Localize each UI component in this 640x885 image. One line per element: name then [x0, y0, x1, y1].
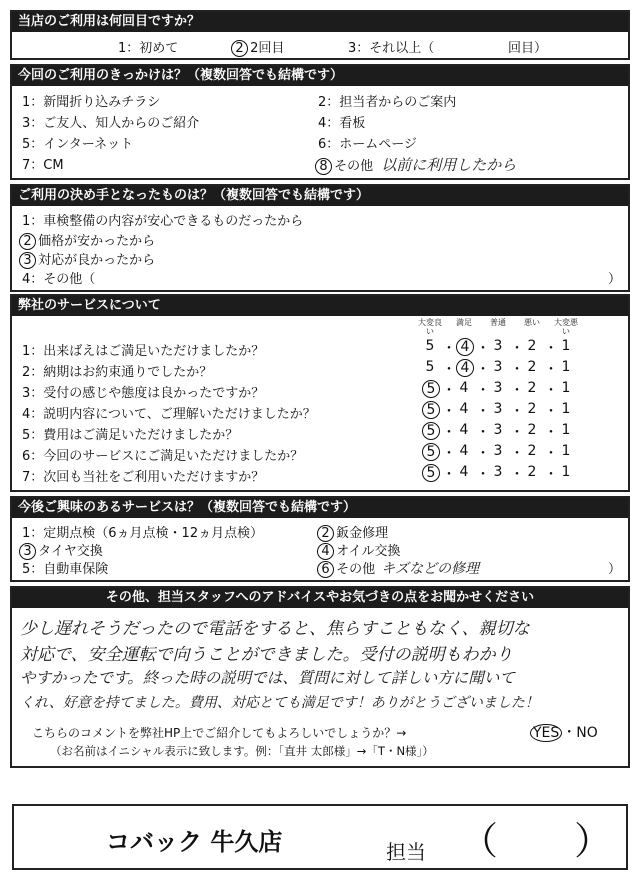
rating-dot: ・: [476, 341, 490, 357]
store-name: コバック 牛久店: [106, 828, 283, 856]
option-more-end: 回目）: [508, 41, 548, 56]
selected-circle: 6: [317, 561, 334, 578]
separator: ・: [562, 725, 577, 741]
rating-option-3[interactable]: 3: [493, 359, 503, 375]
rating-question: 6：今回のサービスにご満足いただけましたか？: [22, 449, 304, 464]
option-more: 3：それ以上（: [348, 41, 435, 56]
rating-dot: ・: [510, 341, 524, 357]
interest-label: その他: [336, 562, 376, 577]
trigger-item-other[interactable]: [318, 154, 516, 175]
rating-option-1[interactable]: 1: [561, 464, 571, 480]
rating-dot: ・: [510, 383, 524, 399]
rating-option-4[interactable]: 4: [459, 422, 469, 438]
rating-dot: ・: [510, 467, 524, 483]
rating-option-3[interactable]: 3: [493, 443, 503, 459]
comment-line: 少し遅れそうだったので電話をすると、焦らすこともなく、親切な: [20, 619, 530, 639]
rating-option-3[interactable]: 3: [493, 380, 503, 396]
rating-dot: ・: [476, 404, 490, 420]
col-header: 普通: [490, 318, 506, 327]
factor-item-price[interactable]: [22, 230, 155, 250]
rating-option-5[interactable]: 5: [422, 422, 440, 440]
section-title: 今後ご興味のあるサービスは？（複数回答でも結構です）: [12, 498, 628, 518]
rating-question: 1：出来ばえはご満足いただけましたか？: [22, 344, 265, 359]
selected-circle: 2: [317, 525, 334, 542]
rating-option-2[interactable]: 2: [527, 443, 537, 459]
section-trigger: [10, 64, 630, 180]
interest-label: 鈑金修理: [336, 526, 389, 541]
rating-option-1[interactable]: 1: [561, 359, 571, 375]
rating-question: 2：納期はお約束通りでしたか？: [22, 365, 213, 380]
rating-dot: ・: [544, 467, 558, 483]
rating-dot: ・: [544, 341, 558, 357]
rating-option-4[interactable]: 4: [456, 338, 474, 356]
interest-item[interactable]: 5：自動車保険: [22, 562, 109, 577]
rating-option-5[interactable]: 5: [425, 359, 435, 375]
rating-option-1[interactable]: 1: [561, 338, 571, 354]
rating-dot: ・: [442, 404, 456, 420]
rating-dot: ・: [442, 467, 456, 483]
trigger-item[interactable]: 4：看板: [318, 116, 366, 131]
factor-label: 価格が安かったから: [38, 234, 156, 249]
rating-option-2[interactable]: 2: [527, 338, 537, 354]
rating-dot: ・: [442, 362, 456, 378]
factor-item-other[interactable]: 4：その他（: [22, 272, 96, 287]
yes-option[interactable]: YES: [530, 724, 562, 742]
rating-option-4[interactable]: 4: [456, 359, 474, 377]
rating-option-1[interactable]: 1: [561, 443, 571, 459]
section-title: 弊社のサービスについて: [12, 296, 628, 316]
interest-item-oil[interactable]: [320, 540, 401, 560]
trigger-item[interactable]: 2：担当者からのご案内: [318, 95, 457, 110]
rating-option-2[interactable]: 2: [527, 359, 537, 375]
col-header: 悪い: [524, 318, 540, 327]
consent-text: こちらのコメントを弊社HP上でご紹介してもよろしいでしょうか？→: [32, 726, 407, 740]
rating-option-2[interactable]: 2: [527, 380, 537, 396]
option-label: 2回目: [250, 41, 285, 56]
section-deciding-factor: [10, 184, 630, 292]
rating-dot: ・: [476, 383, 490, 399]
section-title: 当店のご利用は何回目ですか？: [12, 12, 628, 32]
rating-question: 5：費用はご満足いただけましたか？: [22, 428, 239, 443]
rating-option-4[interactable]: 4: [459, 443, 469, 459]
consent-choice: [530, 722, 598, 742]
rating-option-5[interactable]: 5: [422, 443, 440, 461]
section-title: 今回のご利用のきっかけは？（複数回答でも結構です）: [12, 66, 628, 86]
rating-dot: ・: [442, 425, 456, 441]
footer-box: [12, 804, 628, 870]
factor-item[interactable]: 1：車検整備の内容が安心できるものだったから: [22, 214, 304, 229]
selected-circle: 2: [231, 40, 248, 57]
rating-option-5[interactable]: 5: [422, 464, 440, 482]
comment-line: やすかったです。終った時の説明では、質問に対して詳しい方に聞いて: [20, 669, 515, 687]
interest-label: オイル交換: [336, 544, 401, 559]
handwritten-answer: キズなどの修理: [381, 561, 480, 577]
factor-other-end: ）: [608, 272, 622, 287]
section-visit-count: [10, 10, 630, 60]
section-title: その他、担当スタッフへのアドバイスやお気づきの点をお聞かせください: [12, 588, 628, 608]
rating-dot: ・: [544, 425, 558, 441]
selected-circle: 2: [19, 233, 36, 250]
col-header: 大変悪い: [554, 318, 578, 336]
rating-dot: ・: [442, 383, 456, 399]
selected-circle: 3: [19, 252, 36, 269]
rating-dot: ・: [476, 446, 490, 462]
rating-question: 7：次回も当社をご利用いただけますか？: [22, 470, 265, 485]
rating-dot: ・: [476, 362, 490, 378]
comment-line: くれ、好意を持てました。費用、対応とても満足です！ありがとうございました！: [20, 695, 539, 711]
rating-option-3[interactable]: 3: [493, 464, 503, 480]
col-header: 満足: [456, 318, 472, 327]
rating-dot: ・: [544, 362, 558, 378]
option-first: 1：初めて: [118, 41, 179, 56]
selected-circle: 4: [317, 543, 334, 560]
interest-other-end: ）: [608, 562, 622, 577]
rating-option-3[interactable]: 3: [493, 338, 503, 354]
rating-dot: ・: [476, 467, 490, 483]
rating-dot: ・: [510, 362, 524, 378]
section-future-interest: [10, 496, 630, 582]
rating-option-3[interactable]: 3: [493, 401, 503, 417]
rating-option-3[interactable]: 3: [493, 422, 503, 438]
option-second[interactable]: [234, 37, 284, 57]
rating-dot: ・: [544, 404, 558, 420]
rating-option-4[interactable]: 4: [459, 401, 469, 417]
interest-item-sheet-metal[interactable]: [320, 522, 388, 542]
trigger-item[interactable]: 3：ご友人、知人からのご紹介: [22, 116, 200, 131]
col-header: 大変良い: [418, 318, 442, 336]
interest-item-other[interactable]: [320, 558, 479, 578]
rating-option-5[interactable]: 5: [422, 380, 440, 398]
rating-option-2[interactable]: 2: [527, 464, 537, 480]
rating-option-1[interactable]: 1: [561, 422, 571, 438]
staff-label: 担当: [386, 840, 426, 864]
consent-question: [32, 724, 406, 741]
interest-item[interactable]: 1：定期点検（6ヵ月点検・12ヵ月点検）: [22, 526, 264, 541]
staff-paren-close: ）: [574, 819, 613, 863]
initial-note: （お名前はイニシャル表示に致します。例：「直井 太郎様」→「T・N様」）: [50, 744, 434, 758]
rating-option-1[interactable]: 1: [561, 380, 571, 396]
rating-question: 3：受付の感じや態度は良かったですか？: [22, 386, 265, 401]
trigger-item[interactable]: 7：CM: [22, 158, 64, 173]
handwritten-answer: 以前に利用したから: [381, 156, 517, 174]
rating-dot: ・: [510, 425, 524, 441]
selected-circle: 8: [315, 158, 332, 175]
rating-dot: ・: [476, 425, 490, 441]
comment-line: 対応で、安全運転で向うことができました。受付の説明もわかり: [20, 645, 513, 665]
trigger-item[interactable]: 5：インターネット: [22, 137, 134, 152]
trigger-item[interactable]: 1：新聞折り込みチラシ: [22, 95, 161, 110]
trigger-item[interactable]: 6：ホームページ: [318, 137, 418, 152]
staff-paren-open: （: [460, 819, 499, 863]
other-label: その他: [334, 159, 374, 174]
rating-option-1[interactable]: 1: [561, 401, 571, 417]
selected-circle: 3: [19, 543, 36, 560]
section-comments: [10, 586, 630, 768]
rating-dot: ・: [544, 383, 558, 399]
factor-item-service[interactable]: [22, 249, 155, 269]
rating-question: 4：説明内容について、ご理解いただけましたか？: [22, 407, 316, 422]
rating-option-2[interactable]: 2: [527, 401, 537, 417]
interest-item-tire[interactable]: [22, 540, 103, 560]
interest-label: タイヤ交換: [38, 544, 103, 559]
rating-option-5[interactable]: 5: [425, 338, 435, 354]
section-title: ご利用の決め手となったものは？（複数回答でも結構です）: [12, 186, 628, 206]
section-service-rating: [10, 294, 630, 492]
rating-dot: ・: [544, 446, 558, 462]
rating-dot: ・: [442, 341, 456, 357]
rating-dot: ・: [510, 404, 524, 420]
rating-option-4[interactable]: 4: [459, 380, 469, 396]
factor-label: 対応が良かったから: [38, 253, 156, 268]
rating-dot: ・: [510, 446, 524, 462]
no-option[interactable]: NO: [576, 725, 598, 741]
rating-option-4[interactable]: 4: [459, 464, 469, 480]
rating-dot: ・: [442, 446, 456, 462]
rating-option-5[interactable]: 5: [422, 401, 440, 419]
rating-option-2[interactable]: 2: [527, 422, 537, 438]
